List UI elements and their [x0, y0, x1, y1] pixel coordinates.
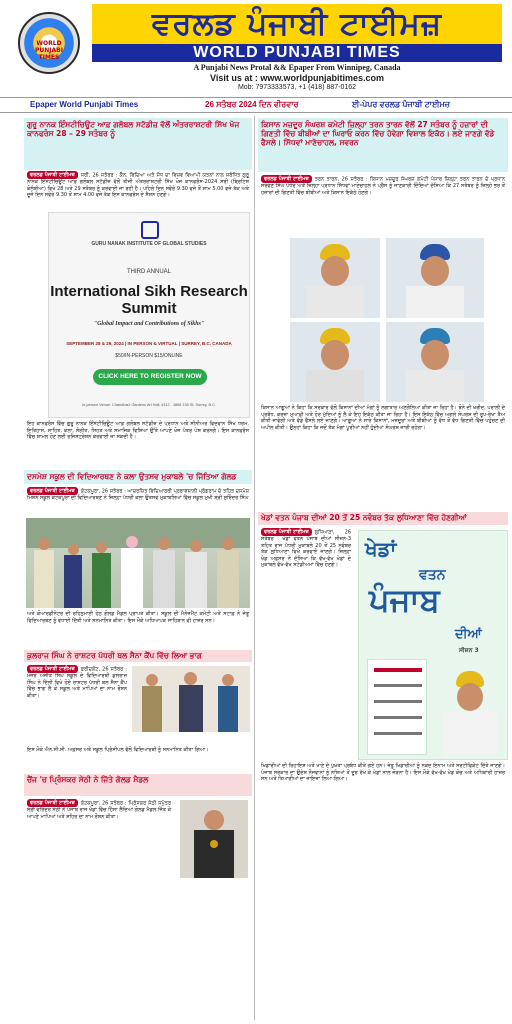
masthead-phone: Mob: 7973333573, +1 (418) 887-0162 [237, 84, 357, 91]
article-kulraj-tail [24, 746, 252, 772]
article-sports-lead [258, 527, 354, 757]
article-sikh-summit-tail [24, 420, 252, 468]
article-body: ਸਰੀ, 26 ਸਤੰਬਰ : ਕੈਨ, ਵਿਦਿਆ ਅਤੇ ਸੋਧ ਦਾ ਵਿਸ਼ਵ ਵਿਆਪੀ ਯਤਨਾਂ ਨਾਲ ਸਬੰਧਿਤ ਗੁਰੂ ਨਾਨਕ ਇੰਸਟੀਚਿਊਟ ਆਫ਼ ਗਲੋਬਲ ਸਟੱਡੀਜ਼ ਵੱਲੋਂ ਤੀਜੀ ਅੰਤਰਰਾਸ਼ਟਰੀ ਸਿੱਖ ਖੋਜ ਕਾਨਫਰੰਸ-2024 ਸਰੀ (ਬ੍ਰਿਟਿਸ਼ ਕੋਲੰਬੀਆ) ਵਿਖੇ 28 ਅਤੇ 29 ਸਤੰਬਰ ਨੂੰ ਕਰਵਾਈ ਜਾ ਰਹੀ ਹੈ। ਪਹਿਲੇ ਦਿਨ ਸਵੇਰੇ 9.30 ਵਜੇ ਤੋਂ ਸ਼ਾਮ 5.00 ਵਜੇ ਤੱਕ ਅਤੇ ਦੂਜੇ ਦਿਨ ਸਵੇਰੇ 9.30 ਤੋਂ ਸ਼ਾਮ 4.00 ਵਜੇ ਤੱਕ ਇਸ ਕਾਨਫਰੰਸ ਦੇ ਸੈਸ਼ਨ ਹੋਣਗੇ। [27, 172, 249, 199]
source-badge: ਵਰਲਡ ਪੰਜਾਬੀ ਟਾਈਮਜ਼ [261, 528, 312, 536]
masthead [0, 0, 512, 92]
article-farmers-header [258, 118, 508, 172]
article-headline[interactable]: ਕੁਲਰਾਜ ਸਿੰਘ ਨੇ ਰਾਸ਼ਟਰ ਪੱਧਰੀ ਥਲ ਸੈਨਾ ਕੈਂਪ ਵਿੱਚ ਲਿਆ ਭਾਗ [27, 651, 202, 660]
khedan-watan-punjab-poster [358, 530, 508, 760]
article-dashmesh-tail [24, 610, 252, 646]
article-body: ਤਰਨ ਤਾਰਨ, 26 ਸਤੰਬਰ : ਕਿਸਾਨ ਮਜ਼ਦੂਰ ਸੰਘਰਸ਼ ਕਮੇਟੀ ਪੰਜਾਬ ਜ਼ਿਲ੍ਹਾ ਤਰਨ ਤਾਰਨ ਦੇ ਪ੍ਰਧਾਨ ਸਰਵਣ ਸਿੰਘ ਪੰਧੇਰ ਅਤੇ ਜ਼ਿਲ੍ਹਾ ਪ੍ਰਧਾਨ ਸਿੱਧਵਾਂ ਮਾਣੋਚਾਹਲ ਨੇ ਪ੍ਰੈਸ ਨੂੰ ਜਾਣਕਾਰੀ ਦਿੰਦਿਆਂ ਦੱਸਿਆ ਕਿ 27 ਸਤੰਬਰ ਨੂੰ ਜ਼ਿਲ੍ਹੇ ਭਰ ਤੋਂ ਹਜ਼ਾਰਾਂ ਦੀ ਗਿਣਤੀ ਵਿੱਚ ਬੀਬੀਆਂ ਅਤੇ ਕਿਸਾਨ ਇਕੱਠੇ ਹੋਣਗੇ। [261, 176, 505, 196]
poster-season: ਸੀਜ਼ਨ 3 [459, 647, 479, 654]
date-bar [0, 97, 512, 113]
article-headline[interactable]: ਕਿਸਾਨ ਮਜ਼ਦੂਰ ਸੰਘਰਸ਼ ਕਮੇਟੀ ਜ਼ਿਲ੍ਹਾ ਤਰਨ ਤਾਰਨ ਵੱਲੋਂ 27 ਸਤੰਬਰ ਨੂੰ ਹਜ਼ਾਰਾਂ ਦੀ ਗਿਣਤੀ ਵਿੱਚ ਬੀਬੀਆਂ ਦਾ ਘਿਰਾਓ ਕਰਨ ਵਿੱਚ ਹੋਵੇਗਾ ਵਿਸ਼ਾਲ ਇਕੱਠ। ਲਏ ਜਾਣਗੇ ਵੱਡੇ ਫੈਸਲੇ। ਸਿੱਧਵਾਂ ਮਾਣੋਚਾਹਲ, ਸਵਰਨ [261, 120, 495, 147]
portrait-4 [386, 322, 484, 402]
poster-person [439, 671, 501, 755]
poster-word-2: ਵਤਨ [419, 567, 446, 583]
article-farmers-tail [258, 404, 508, 508]
source-badge: ਵਰਲਡ ਪੰਜਾਬੀ ਟਾਈਮਜ਼ [27, 799, 78, 807]
poster-quote: "Global Impact and Contributions of Sikhs" [93, 321, 205, 327]
poster-annual: THIRD ANNUAL [126, 269, 171, 275]
article-body: ਖਿਡਾਰੀਆਂ ਦੀ ਰਿਹਾਇਸ਼ ਅਤੇ ਖਾਣੇ ਦੇ ਪੁਖ਼ਤਾ ਪ੍ਰਬੰਧ ਕੀਤੇ ਗਏ ਹਨ। ਜੇਤੂ ਖਿਡਾਰੀਆਂ ਨੂੰ ਨਕਦ ਇਨਾਮ ਅਤੇ ਸਰਟੀਫਿਕੇਟ ਦਿੱਤੇ ਜਾਣਗੇ। ਪੰਜਾਬ ਸਰਕਾਰ ਦਾ ਉਦੇਸ਼ ਨੌਜਵਾਨਾਂ ਨੂੰ ਨਸ਼ਿਆਂ ਤੋਂ ਦੂਰ ਰੱਖ ਕੇ ਖੇਡਾਂ ਨਾਲ ਜੋੜਨਾ ਹੈ। ਇਸ ਮੌਕੇ ਵੱਖ-ਵੱਖ ਖੇਡ ਕੋਚ ਅਤੇ ਅਧਿਕਾਰੀ ਹਾਜ਼ਰ ਸਨ ਅਤੇ ਤਿਆਰੀਆਂ ਦਾ ਜਾਇਜ਼ਾ ਲਿਆ ਗਿਆ। [261, 763, 505, 783]
portrait-1 [290, 238, 380, 318]
date-bar-left: Epaper World Punjabi Times [30, 100, 139, 109]
portrait-2 [386, 238, 484, 318]
article-sports-header [258, 512, 508, 525]
group-photo [26, 518, 250, 608]
masthead-title-punjabi: ਵਰਲਡ ਪੰਜਾਬੀ ਟਾਈਮਜ਼ [92, 4, 502, 44]
article-body: ਅਤੇ ਕੋਆਰਡੀਨੇਟਰ ਦੀ ਰਹਿਨੁਮਾਈ ਹੇਠ ਗੋਲਡ ਮੈਡਲ ਪ੍ਰਾਪਤ ਕੀਤਾ। ਸਕੂਲ ਦੀ ਮੈਨੇਜਮੈਂਟ ਕਮੇਟੀ ਅਤੇ ਸਟਾਫ਼ ਨੇ ਜੇਤੂ ਵਿਦਿਆਰਥਣ ਨੂੰ ਵਧਾਈ ਦਿੱਤੀ ਅਤੇ ਸਨਮਾਨਿਤ ਕੀਤਾ। ਇਸ ਮੌਕੇ ਅਧਿਆਪਕ ਸਾਹਿਬਾਨ ਵੀ ਹਾਜ਼ਰ ਸਨ। [27, 611, 249, 624]
source-badge: ਵਰਲਡ ਪੰਜਾਬੀ ਟਾਈਮਜ਼ [27, 487, 78, 495]
poster-org: GURU NANAK INSTITUTE OF GLOBAL STUDIES [91, 241, 207, 247]
article-kulraj-lead [24, 664, 130, 746]
article-farmers-lead [258, 174, 508, 236]
poster-info-panel [367, 659, 427, 755]
article-sports-tail [258, 762, 508, 1020]
masthead-tagline: A Punjabi News Protal && Epaper From Winnipeg, Canada [193, 63, 401, 72]
masthead-title-english: WORLD PUNJABI TIMES [92, 44, 502, 62]
article-dashmesh-header [24, 470, 252, 484]
article-body: ਕੋਟਕਪੂਰਾ, 26 ਸਤੰਬਰ : ਪ੍ਰਿੰਸਕਰ ਸੇਠੀ ਸਪੁੱਤਰ ਸ੍ਰੀ ਵਰਿੰਦਰ ਸੇਠੀ ਨੇ ਪੰਜਾਬ ਰਾਜ ਖੇਡਾਂ ਵਿੱਚ ਹਿੱਸਾ ਲੈਂਦਿਆਂ ਗੋਲਡ ਮੈਡਲ ਜਿੱਤ ਕੇ ਆਪਣੇ ਮਾਪਿਆਂ ਅਤੇ ਸ਼ਹਿਰ ਦਾ ਨਾਮ ਰੌਸ਼ਨ ਕੀਤਾ। [27, 800, 171, 820]
register-now-button[interactable]: CLICK HERE TO REGISTER NOW [93, 369, 207, 385]
poster-word-1: ਖੇਡਾਂ [365, 537, 397, 561]
article-headline[interactable]: ਦਸਮੇਸ਼ ਸਕੂਲ ਦੀ ਵਿਦਿਆਰਥਣ ਨੇ ਕਲਾ ਉਤਸਵ ਮੁਕਾਬਲੇ 'ਚ ਜਿੱਤਿਆ ਗੋਲਡ [27, 472, 237, 481]
source-badge: ਵਰਲਡ ਪੰਜਾਬੀ ਟਾਈਮਜ਼ [261, 175, 312, 183]
article-chess-lead [24, 798, 174, 874]
article-chess-header [24, 774, 252, 796]
article-body: ਕੋਟਕਪੂਰਾ, 26 ਸਤੰਬਰ : ਆਦਰਸ਼ਿਤ ਵਿਦਿਆਰਥੀ ਪ੍ਰਭਾਵਸ਼ਾਲੀ ਪ੍ਰੋਗਰਾਮ ਦੇ ਤਹਿਤ ਦਸਮੇਸ਼ ਮਿਸ਼ਨ ਸਕੂਲ ਕੋਟਕਪੂਰਾ ਦੀ ਵਿਦਿਆਰਥਣ ਨੇ ਜ਼ਿਲ੍ਹਾ ਪੱਧਰੀ ਕਲਾ ਉਤਸਵ ਮੁਕਾਬਲਿਆਂ ਵਿੱਚ ਸਕੂਲ ਮੁਖੀ ਸ਼੍ਰੀ ਸੁਰਿੰਦਰ ਸਿੰਘ [27, 488, 249, 502]
source-badge: ਵਰਲਡ ਪੰਜਾਬੀ ਟਾਈਮਜ਼ [27, 171, 78, 179]
article-headline[interactable]: ਚੈਂਜ 'ਚ ਪ੍ਰਿੰਸਕਰ ਸੇਠੀ ਨੇ ਜਿੱਤੇ ਗੋਲਡ ਮੈਡਲ [27, 775, 149, 784]
article-sikh-summit-lead [24, 170, 252, 210]
article-headline[interactable]: ਗੁਰੂ ਨਾਨਕ ਇੰਸਟੀਚਿਊਟ ਆਫ਼ ਗਲੋਬਲ ਸਟੱਡੀਜ਼ ਵੱਲੋਂ ਅੰਤਰਰਾਸ਼ਟਰੀ ਸਿੱਖ ਖੋਜ ਕਾਨਫਰੰਸ 28 – 29 ਸਤੰਬਰ ਨੂੰ [27, 120, 240, 138]
article-body: ਇਹ ਕਾਨਫਰੰਸ ਵਿੱਚ ਗੁਰੂ ਨਾਨਕ ਇੰਸਟੀਚਿਊਟ ਆਫ਼ ਗਲੋਬਲ ਸਟੱਡੀਜ਼ ਦੇ ਪ੍ਰਧਾਨ ਅਤੇ ਸੀਨੀਅਰ ਵਿਦਵਾਨ ਸਿੱਖ ਧਰਮ, ਇਤਿਹਾਸ, ਸਾਹਿਤ, ਕਲਾ, ਸੰਗੀਤ, ਸਿਹਤ ਅਤੇ ਸਮਾਜਿਕ ਵਿਸ਼ਿਆਂ ਉੱਤੇ ਆਪਣੇ ਖੋਜ ਪੱਤਰ ਪੇਸ਼ ਕਰਨਗੇ। ਇਸ ਕਾਨਫਰੰਸ ਵਿੱਚ ਸ਼ਾਮਲ ਹੋਣ ਲਈ ਰਜਿਸਟ੍ਰੇਸ਼ਨ ਕਰਵਾਈ ਜਾ ਸਕਦੀ ਹੈ। [27, 421, 249, 441]
chess-player-photo [180, 800, 248, 878]
article-body: ਇਸ ਮੌਕੇ ਐਨ.ਸੀ.ਸੀ. ਅਫ਼ਸਰ ਅਤੇ ਸਕੂਲ ਪ੍ਰਿੰਸੀਪਲ ਵੱਲੋਂ ਵਿਦਿਆਰਥੀ ਨੂੰ ਸਨਮਾਨਿਤ ਕੀਤਾ ਗਿਆ। [27, 747, 209, 753]
article-sikh-summit-header [24, 118, 252, 170]
poster-title: International Sikh Research Summit [50, 283, 248, 317]
ncc-photo [132, 666, 250, 732]
poster-fees: $50/IN-PERSON $15/ONLINE [115, 353, 183, 359]
portrait-3 [290, 322, 380, 402]
logo-text: WORLD PUNJABI TIMES [35, 40, 63, 61]
poster-dates: SEPTEMBER 28 & 29, 2024 | IN PERSON & VIRTUAL | SURREY, B.C. CANADA [66, 341, 232, 346]
column-divider [254, 116, 255, 1020]
date-bar-right: ਈ-ਪੇਪਰ ਵਰਲਡ ਪੰਜਾਬੀ ਟਾਈਮਜ਼ [352, 100, 451, 109]
issue-date: 26 ਸਤੰਬਰ 2024 ਦਿਨ ਵੀਰਵਾਰ [205, 100, 299, 109]
article-body: ਲੁਧਿਆਣਾ, 26 ਸਤੰਬਰ : ਖੇਡਾਂ ਵਤਨ ਪੰਜਾਬ ਦੀਆਂ ਸੀਜ਼ਨ-3 ਤਹਿਤ ਰਾਜ ਪੱਧਰੀ ਮੁਕਾਬਲੇ 20 ਤੋਂ 25 ਨਵੰਬਰ ਤੱਕ ਲੁਧਿਆਣਾ ਵਿਖੇ ਕਰਵਾਏ ਜਾਣਗੇ। ਜ਼ਿਲ੍ਹਾ ਖੇਡ ਅਫ਼ਸਰ ਨੇ ਦੱਸਿਆ ਕਿ ਵੱਖ-ਵੱਖ ਖੇਡਾਂ ਦੇ ਮੁਕਾਬਲੇ ਵੱਖ-ਵੱਖ ਸਟੇਡੀਅਮਾਂ ਵਿੱਚ ਹੋਣਗੇ। [261, 529, 351, 569]
poster-word-3: ਪੰਜਾਬ [369, 581, 440, 619]
article-kulraj-header [24, 650, 252, 662]
institute-logo-icon [141, 221, 159, 239]
article-headline[interactable]: ਖੇਡਾਂ ਵਤਨ ਪੰਜਾਬ ਦੀਆਂ 20 ਤੋਂ 25 ਨਵੰਬਰ ਤੱਕ ਲੁਧਿਆਣਾ ਵਿੱਚ ਹੋਣਗੀਆਂ [261, 513, 467, 522]
article-body: ਫਰੀਦਕੋਟ, 26 ਸਤੰਬਰ : ਮੇਜਰ ਅਜੀਤ ਸਿੰਘ ਸਕੂਲ ਦੇ ਵਿਦਿਆਰਥੀ ਕੁਲਰਾਜ ਸਿੰਘ ਨੇ ਦਿੱਲੀ ਵਿਖੇ ਹੋਏ ਰਾਸ਼ਟਰ ਪੱਧਰੀ ਥਲ ਸੈਨਾ ਕੈਂਪ ਵਿੱਚ ਭਾਗ ਲੈ ਕੇ ਸਕੂਲ ਅਤੇ ਮਾਪਿਆਂ ਦਾ ਨਾਮ ਰੌਸ਼ਨ ਕੀਤਾ। [27, 666, 127, 699]
summit-poster[interactable] [48, 212, 250, 418]
poster-venue: In-person Venue: Chandhaul Gardens Art Hall, #112 - 1868 135 St, Surrey, B.C. [82, 403, 216, 407]
newspaper-logo [18, 12, 80, 74]
article-dashmesh-lead [24, 486, 252, 516]
source-badge: ਵਰਲਡ ਪੰਜਾਬੀ ਟਾਈਮਜ਼ [27, 665, 78, 673]
poster-word-4: ਦੀਆਂ [455, 627, 482, 642]
article-body: ਕਿਸਾਨ ਆਗੂਆਂ ਨੇ ਕਿਹਾ ਕਿ ਸਰਕਾਰ ਵੱਲੋਂ ਕਿਸਾਨਾਂ ਦੀਆਂ ਮੰਗਾਂ ਨੂੰ ਲਗਾਤਾਰ ਅਣਗੌਲਿਆ ਕੀਤਾ ਜਾ ਰਿਹਾ ਹੈ। ਝੋਨੇ ਦੀ ਖ਼ਰੀਦ, ਪਰਾਲੀ ਦੇ ਪ੍ਰਬੰਧ, ਕਰਜ਼ਾ ਮੁਆਫ਼ੀ ਅਤੇ ਹੋਰ ਮੁੱਦਿਆਂ ਨੂੰ ਲੈ ਕੇ ਇਹ ਇਕੱਠ ਕੀਤਾ ਜਾ ਰਿਹਾ ਹੈ। ਇਸ ਇਕੱਠ ਵਿੱਚ ਅਗਲੇ ਸੰਘਰਸ਼ ਦੀ ਰੂਪ-ਰੇਖਾ ਤੈਅ ਕੀਤੀ ਜਾਵੇਗੀ ਅਤੇ ਵੱਡੇ ਫੈਸਲੇ ਲਏ ਜਾਣਗੇ। ਆਗੂਆਂ ਨੇ ਸਾਰੇ ਕਿਸਾਨਾਂ, ਮਜ਼ਦੂਰਾਂ ਅਤੇ ਬੀਬੀਆਂ ਨੂੰ ਵੱਧ ਤੋਂ ਵੱਧ ਗਿਣਤੀ ਵਿੱਚ ਪਹੁੰਚਣ ਦੀ ਅਪੀਲ ਕੀਤੀ। ਉਨ੍ਹਾਂ ਕਿਹਾ ਕਿ ਜਦੋਂ ਤੱਕ ਮੰਗਾਂ ਪੂਰੀਆਂ ਨਹੀਂ ਹੁੰਦੀਆਂ ਸੰਘਰਸ਼ ਜਾਰੀ ਰਹੇਗਾ। [261, 405, 505, 431]
masthead-website[interactable]: Visit us at : www.worldpunjabitimes.com [209, 73, 385, 83]
